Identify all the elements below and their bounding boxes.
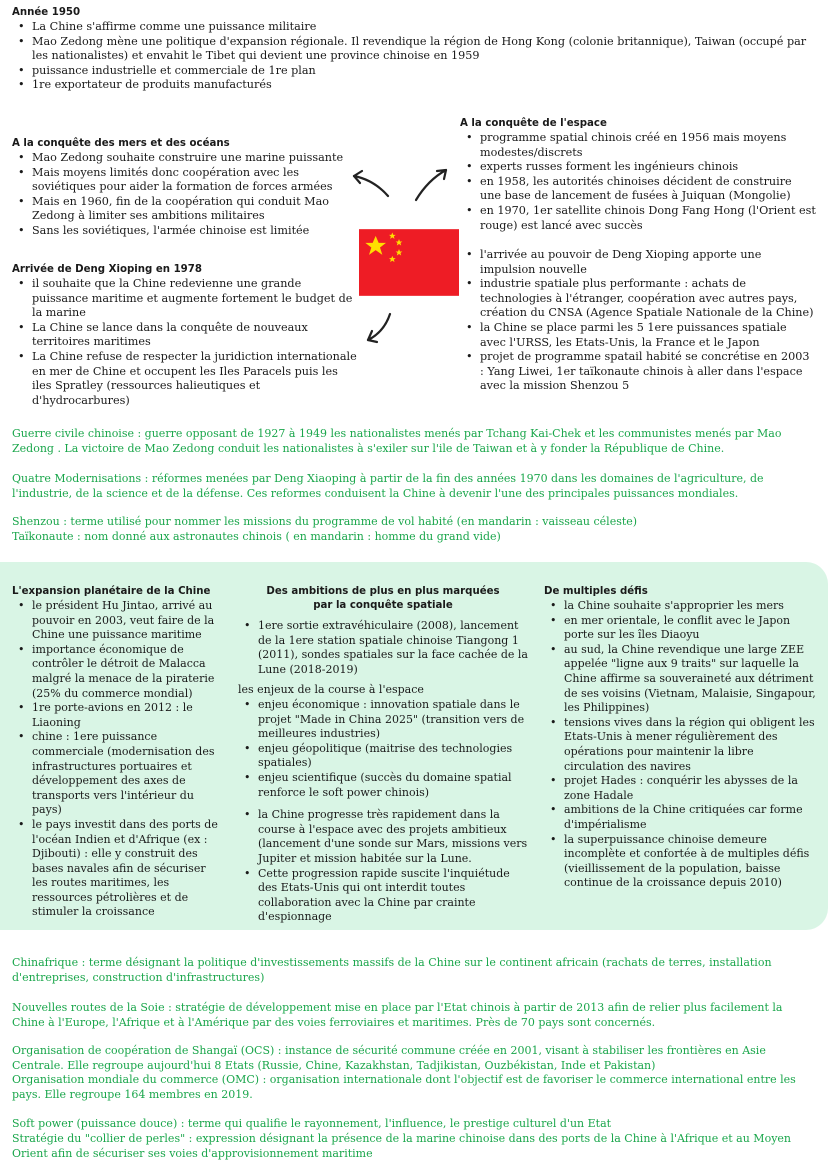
col3-heading: De multiples défis (544, 586, 648, 597)
col1-list (12, 599, 220, 920)
panel-col-space (238, 585, 528, 925)
definition-ocs: Organisation de coopération de Shangaï (OCS) : instance de sécurité commune créée en 2001, visant à stabiliser les frontières en Asie Centrale. Elle regroupe aujourd'hui 8 Etats (Russie, Chine, Kazakhstan, Tadjikistan, Ouzbékistan, Inde et Pakistan) (12, 1044, 766, 1072)
list-item: • Sans les soviétiques, l'armée chinoise est limitée (12, 224, 352, 239)
list-item: • le président Hu Jintao, arrivé au pouvoir en 2003, veut faire de la Chine une puissance maritime (12, 599, 220, 643)
definition-civil-war: Guerre civile chinoise : guerre opposant de 1927 à 1949 les nationalistes menés par Tchang Kai-Chek et les communistes menés par Mao Zedong . La victoire de Mao Zedong conduit les nationalistes à s'exiler sur l'ile de Taiwan et à y fonder la République de Chine. (12, 427, 782, 455)
deng-list (12, 277, 357, 408)
list-item: • la Chine souhaite s'approprier les mers (544, 599, 816, 614)
list-item: • la Chine progresse très rapidement dans la course à l'espace avec des projets ambitieux (lancement d'une sonde sur Mars, missions vers Jupiter et mission habitée sur la Lune. (238, 808, 528, 866)
panel-col-challenges (544, 585, 816, 891)
list-item: • Cette progression rapide suscite l'inquiétude des Etats-Unis qui ont interdit toutes collaboration avec la Chine par crainte d'espionnage (238, 867, 528, 925)
col1-heading: L'expansion planétaire de la Chine (12, 586, 211, 597)
list-item: • Mais en 1960, fin de la coopération qui conduit Mao Zedong à limiter ses ambitions militaires (12, 195, 352, 224)
list-item: • la Chine se place parmi les 5 1ere puissances spatiale avec l'URSS, les Etats-Unis, la France et le Japon (460, 321, 816, 350)
col2-list-2 (238, 808, 528, 925)
list-item: • La Chine s'affirme comme une puissance militaire (12, 20, 818, 35)
seas-list (12, 151, 352, 239)
definition-chinafrique: Chinafrique : terme désignant la politique d'investissements massifs de la Chine sur le continent africain (rachats de terres, installation d'entreprises, construction d'infrastructures) (12, 956, 772, 984)
list-item: • enjeu scientifique (succès du domaine spatial renforce le soft power chinois) (238, 771, 528, 800)
list-item: • 1re exportateur de produits manufacturés (12, 78, 818, 93)
definition-silk-roads: Nouvelles routes de la Soie : stratégie de développement mise en place par l'Etat chinois à partir de 2013 afin de relier plus facilement la Chine à l'Europe, l'Afrique et à l'Amérique par des voies ferroviaires et maritimes. Près de 70 pays sont concernés. (12, 1001, 783, 1029)
definition-shenzou: Shenzou : terme utilisé pour nommer les missions du programme de vol habité (en mandarin : vaisseau céleste) (12, 515, 638, 528)
col2-list (238, 619, 528, 677)
col3-list (544, 599, 816, 891)
list-item: • 1re porte-avions en 2012 : le Liaoning (12, 701, 220, 730)
seas-section (12, 137, 352, 239)
definition-taikonaute: Taïkonaute : nom donné aux astronautes chinois ( en mandarin : homme du grand vide) (12, 530, 501, 543)
list-item: • il souhaite que la Chine redevienne une grande puissance maritime et augmente fortement le budget de la marine (12, 277, 357, 321)
definition-omc: Organisation mondiale du commerce (OMC) : organisation internationale dont l'objectif est de favoriser le commerce international entre les pays. Elle regroupe 164 membres en 2019. (12, 1073, 796, 1101)
deng-section (12, 263, 357, 408)
stakes-list (238, 698, 528, 800)
list-item: • enjeu économique : innovation spatiale dans le projet "Made in China 2025" (transition vers de meilleures industries) (238, 698, 528, 742)
space-heading: A la conquête de l'espace (460, 118, 607, 129)
space-list-2 (460, 248, 816, 394)
arrow-up-right-icon (412, 166, 452, 204)
flag-field (359, 229, 459, 296)
list-item: • chine : 1ere puissance commerciale (modernisation des infrastructures portuaires et développement des axes de transports vers l'intérieur du pays) (12, 730, 220, 818)
list-item: • ambitions de la Chine critiquées car forme d'impérialisme (544, 803, 816, 832)
space-section-2 (460, 248, 816, 394)
list-item: • en 1970, 1er satellite chinois Dong Fang Hong (l'Orient est rouge) est lancé avec succès (460, 204, 816, 233)
arrow-up-left-icon (348, 168, 392, 200)
list-item: • industrie spatiale plus performante : achats de technologies à l'étranger, coopération avec autres pays, création du CNSA (Agence Spatiale Nationale de la Chine) (460, 277, 816, 321)
list-item: • experts russes forment les ingénieurs chinois (460, 160, 816, 175)
china-flag (359, 229, 459, 296)
col2-heading: Des ambitions de plus en plus marquées par la conquête spatiale (266, 586, 500, 611)
list-item: • la superpuissance chinoise demeure incomplète et confortée à de multiples défis (vieillissement de la population, baisse continue de la croissance depuis 2010) (544, 833, 816, 891)
definition-pearls: Stratégie du "collier de perles" : expression désignant la présence de la marine chinoise dans des ports de la Chine à l'Afrique et au Moyen Orient afin de sécuriser ses voies d'approvisionnement maritime (12, 1132, 792, 1160)
space-list (460, 131, 816, 233)
list-item: • La Chine refuse de respecter la juridiction internationale en mer de Chine et occupent les Iles Paracels puis les iles Spratley (ressources halieutiques et d'hydrocarbures) (12, 350, 357, 408)
definition-soft-power: Soft power (puissance douce) : terme qui qualifie le rayonnement, l'influence, le prestige culturel d'un Etat (12, 1117, 612, 1130)
list-item: • en mer orientale, le conflit avec le Japon porte sur les îles Diaoyu (544, 614, 816, 643)
list-item: • tensions vives dans la région qui obligent les Etats-Unis à mener régulièrement des opérations pour maintenir la libre circulation des navires (544, 716, 816, 774)
list-item: • le pays investit dans des ports de l'océan Indien et d'Afrique (ex : Djibouti) : elle y construit des bases navales afin de sécuriser les routes maritimes, les ressources pétrolières et de stimuler la croissance (12, 818, 220, 920)
list-item: • au sud, la Chine revendique une large ZEE appelée "ligne aux 9 traits" sur laquelle la Chine affirme sa souveraineté aux détriment de ses voisins (Vietnam, Malaisie, Singapour, les Philippines) (544, 643, 816, 716)
list-item: • Mao Zedong mène une politique d'expansion régionale. Il revendique la région de Hong Kong (colonie britannique), Taiwan (occupé par les nationalistes) et envahit le Tibet qui devient une province chinoise en 1959 (12, 35, 818, 64)
definition-modernisations: Quatre Modernisations : réformes menées par Deng Xiaoping à partir de la fin des années 1970 dans les domaines de l'agriculture, de l'industrie, de la science et de la défense. Ces reformes conduisent la Chine à devenir l'une des principales puissances mondiales. (12, 472, 764, 500)
space-section (460, 117, 816, 233)
list-item: • Mais moyens limités donc coopération avec les soviétiques pour aider la formation de forces armées (12, 166, 352, 195)
year-1950-list (12, 20, 818, 93)
list-item: • projet Hades : conquérir les abysses de la zone Hadale (544, 774, 816, 803)
list-item: • en 1958, les autorités chinoises décident de construire une base de lancement de fusées à Juiquan (Mongolie) (460, 175, 816, 204)
list-item: • enjeu géopolitique (maitrise des technologies spatiales) (238, 742, 528, 771)
panel-col-expansion (12, 585, 220, 920)
list-item: • projet de programme spatail habité se concrétise en 2003 : Yang Liwei, 1er taïkonaute chinois à aller dans l'espace avec la mission Shenzou 5 (460, 350, 816, 394)
year-1950-section (12, 6, 818, 93)
deng-heading: Arrivée de Deng Xioping en 1978 (12, 264, 202, 275)
year-1950-heading: Année 1950 (12, 7, 81, 18)
list-item: • puissance industrielle et commerciale de 1re plan (12, 64, 818, 79)
list-item: • programme spatial chinois créé en 1956 mais moyens modestes/discrets (460, 131, 816, 160)
seas-heading: A la conquête des mers et des océans (12, 138, 230, 149)
list-item: • Mao Zedong souhaite construire une marine puissante (12, 151, 352, 166)
stakes-intro: les enjeux de la course à l'espace (238, 683, 424, 697)
arrow-down-left-icon (362, 310, 396, 346)
list-item: • l'arrivée au pouvoir de Deng Xioping apporte une impulsion nouvelle (460, 248, 816, 277)
list-item: • La Chine se lance dans la conquête de nouveaux territoires maritimes (12, 321, 357, 350)
list-item: • importance économique de contrôler le détroit de Malacca malgré la menace de la piraterie (25% du commerce mondial) (12, 643, 220, 701)
list-item: • 1ere sortie extravéhiculaire (2008), lancement de la 1ere station spatiale chinoise Tiangong 1 (2011), sondes spatiales sur la face cachée de la Lune (2018-2019) (238, 619, 528, 677)
